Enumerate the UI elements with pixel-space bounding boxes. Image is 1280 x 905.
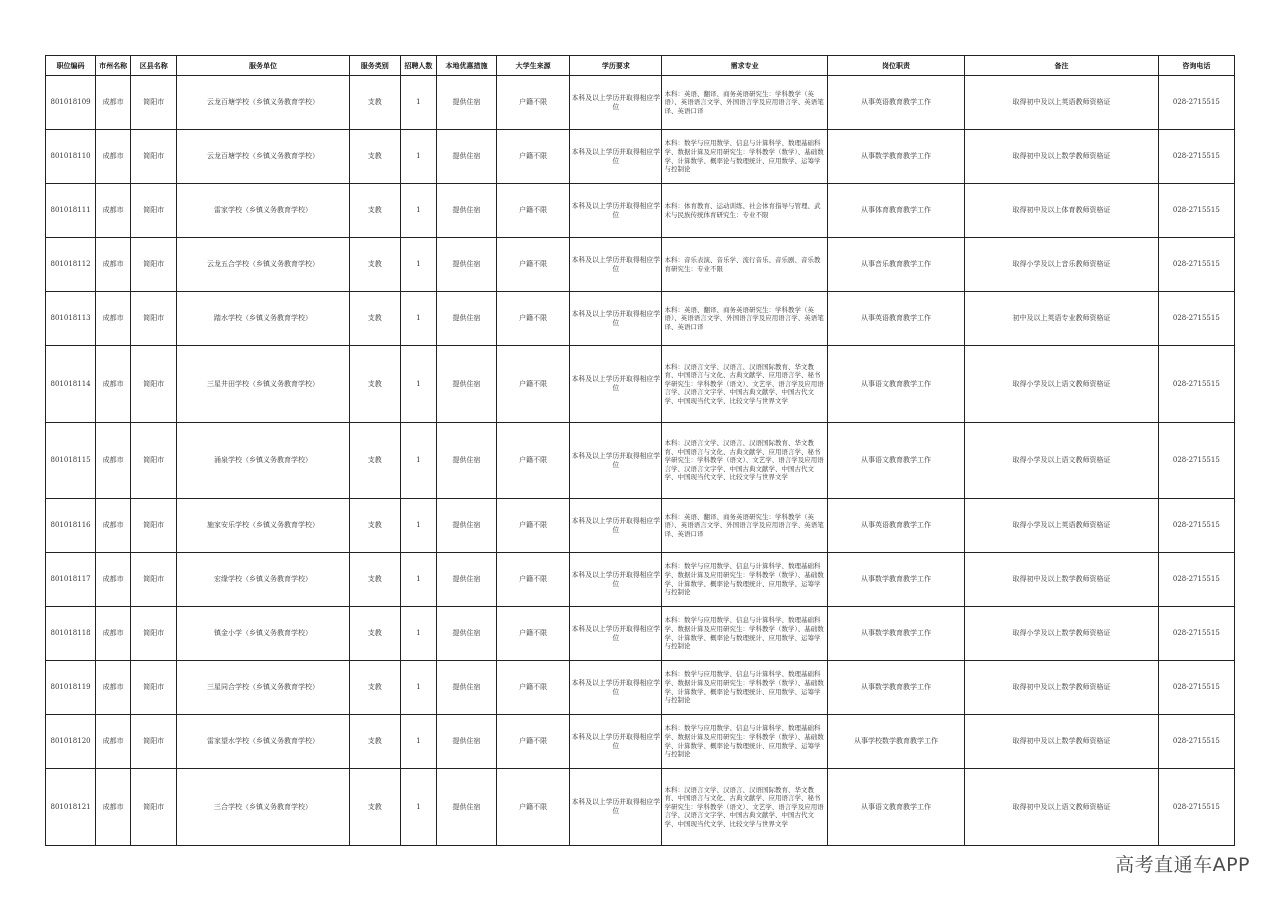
cell-benefit: 提供住宿 [436, 607, 496, 661]
cell-count: 1 [400, 423, 436, 499]
cell-benefit: 提供住宿 [436, 292, 496, 346]
cell-county: 简阳市 [131, 607, 177, 661]
cell-benefit: 提供住宿 [436, 346, 496, 423]
cell-code: 801018112 [46, 238, 96, 292]
cell-phone: 028-2715515 [1158, 346, 1234, 423]
cell-city: 成都市 [96, 76, 131, 130]
cell-major: 本科：数学与应用数学、信息与计算科学、数理基础科学、数据计算及应用研究生：学科教学（数学）、基础数学、计算数学、概率论与数理统计、应用数学、运筹学与控制论 [662, 715, 827, 769]
cell-duty: 从事语文教育教学工作 [827, 769, 964, 846]
table-row [46, 184, 1235, 238]
cell-education: 本科及以上学历并取得相应学位 [570, 769, 662, 846]
cell-duty: 从事数学教育教学工作 [827, 553, 964, 607]
cell-count: 1 [400, 661, 436, 715]
cell-duty: 从事体育教育教学工作 [827, 184, 964, 238]
cell-category: 支教 [349, 184, 400, 238]
cell-city: 成都市 [96, 661, 131, 715]
cell-unit: 施家安乐学校（乡镇义务教育学校） [177, 499, 349, 553]
header-unit: 服务单位 [177, 56, 349, 76]
cell-source: 户籍不限 [497, 769, 570, 846]
table-row [46, 553, 1235, 607]
cell-unit: 雷家学校（乡镇义务教育学校） [177, 184, 349, 238]
cell-major: 本科：数学与应用数学、信息与计算科学、数理基础科学、数据计算及应用研究生：学科教学（数学）、基础数学、计算数学、概率论与数理统计、应用数学、运筹学与控制论 [662, 661, 827, 715]
cell-unit: 涌泉学校（乡镇义务教育学校） [177, 423, 349, 499]
table-row [46, 607, 1235, 661]
cell-city: 成都市 [96, 184, 131, 238]
cell-category: 支教 [349, 499, 400, 553]
cell-count: 1 [400, 130, 436, 184]
cell-duty: 从事英语教育教学工作 [827, 76, 964, 130]
cell-source: 户籍不限 [497, 184, 570, 238]
cell-education: 本科及以上学历并取得相应学位 [570, 346, 662, 423]
cell-code: 801018120 [46, 715, 96, 769]
cell-major: 本科：数学与应用数学、信息与计算科学、数理基础科学、数据计算及应用研究生：学科教学（数学）、基础数学、计算数学、概率论与数理统计、应用数学、运筹学与控制论 [662, 553, 827, 607]
header-city: 市州名称 [96, 56, 131, 76]
cell-county: 简阳市 [131, 238, 177, 292]
cell-duty: 从事音乐教育教学工作 [827, 238, 964, 292]
cell-note: 取得小学及以上音乐教师资格证 [965, 238, 1158, 292]
cell-unit: 镇金小学（乡镇义务教育学校） [177, 607, 349, 661]
cell-unit: 三星同合学校（乡镇义务教育学校） [177, 661, 349, 715]
cell-code: 801018121 [46, 769, 96, 846]
cell-benefit: 提供住宿 [436, 553, 496, 607]
cell-note: 取得初中及以上数学教师资格证 [965, 130, 1158, 184]
cell-city: 成都市 [96, 715, 131, 769]
watermark-text: 高考直通车APP [1115, 854, 1250, 876]
cell-note: 取得小学及以上数学教师资格证 [965, 607, 1158, 661]
cell-source: 户籍不限 [497, 607, 570, 661]
table-row [46, 423, 1235, 499]
cell-benefit: 提供住宿 [436, 130, 496, 184]
cell-county: 简阳市 [131, 76, 177, 130]
cell-county: 简阳市 [131, 553, 177, 607]
cell-code: 801018115 [46, 423, 96, 499]
cell-city: 成都市 [96, 238, 131, 292]
cell-source: 户籍不限 [497, 346, 570, 423]
recruitment-table [45, 55, 1235, 846]
cell-unit: 云龙五合学校（乡镇义务教育学校） [177, 238, 349, 292]
cell-note: 取得初中及以上数学教师资格证 [965, 553, 1158, 607]
header-major: 需求专业 [662, 56, 827, 76]
cell-education: 本科及以上学历并取得相应学位 [570, 423, 662, 499]
cell-major: 本科：汉语言文学、汉语言、汉语国际教育、华文教育、中国语言与文化、古典文献学、应用语言学、秘书学研究生：学科教学（语文）、文艺学、语言学及应用语言学、汉语言文字学、中国古典文献学、中国古代文学、中国现当代文学、比较文学与世界文学 [662, 423, 827, 499]
cell-education: 本科及以上学历并取得相应学位 [570, 238, 662, 292]
cell-phone: 028-2715515 [1158, 292, 1234, 346]
cell-code: 801018117 [46, 553, 96, 607]
cell-benefit: 提供住宿 [436, 238, 496, 292]
table-row [46, 499, 1235, 553]
cell-benefit: 提供住宿 [436, 76, 496, 130]
cell-note: 取得初中及以上数学教师资格证 [965, 715, 1158, 769]
cell-code: 801018114 [46, 346, 96, 423]
cell-benefit: 提供住宿 [436, 184, 496, 238]
cell-major: 本科：汉语言文学、汉语言、汉语国际教育、华文教育、中国语言与文化、古典文献学、应用语言学、秘书学研究生：学科教学（语文）、文艺学、语言学及应用语言学、汉语言文字学、中国古典文献学、中国古代文学、中国现当代文学、比较文学与世界文学 [662, 769, 827, 846]
cell-education: 本科及以上学历并取得相应学位 [570, 292, 662, 346]
cell-count: 1 [400, 292, 436, 346]
header-count: 招聘人数 [400, 56, 436, 76]
cell-note: 取得初中及以上语文教师资格证 [965, 769, 1158, 846]
cell-source: 户籍不限 [497, 423, 570, 499]
cell-county: 简阳市 [131, 130, 177, 184]
header-source: 大学生来源 [497, 56, 570, 76]
header-education: 学历要求 [570, 56, 662, 76]
cell-category: 支教 [349, 607, 400, 661]
cell-count: 1 [400, 607, 436, 661]
cell-county: 简阳市 [131, 292, 177, 346]
cell-education: 本科及以上学历并取得相应学位 [570, 184, 662, 238]
cell-duty: 从事语文教育教学工作 [827, 423, 964, 499]
cell-phone: 028-2715515 [1158, 423, 1234, 499]
cell-source: 户籍不限 [497, 76, 570, 130]
cell-benefit: 提供住宿 [436, 769, 496, 846]
cell-note: 取得初中及以上数学教师资格证 [965, 661, 1158, 715]
cell-count: 1 [400, 499, 436, 553]
cell-code: 801018111 [46, 184, 96, 238]
cell-education: 本科及以上学历并取得相应学位 [570, 715, 662, 769]
cell-code: 801018118 [46, 607, 96, 661]
cell-category: 支教 [349, 292, 400, 346]
cell-source: 户籍不限 [497, 553, 570, 607]
cell-unit: 踏水学校（乡镇义务教育学校） [177, 292, 349, 346]
cell-city: 成都市 [96, 292, 131, 346]
cell-county: 简阳市 [131, 184, 177, 238]
header-duty: 岗位职责 [827, 56, 964, 76]
cell-phone: 028-2715515 [1158, 130, 1234, 184]
cell-category: 支教 [349, 76, 400, 130]
cell-education: 本科及以上学历并取得相应学位 [570, 499, 662, 553]
cell-major: 本科：体育教育、运动训练、社会体育指导与管理、武术与民族传统体育研究生：专业不限 [662, 184, 827, 238]
cell-count: 1 [400, 346, 436, 423]
table-row [46, 661, 1235, 715]
cell-duty: 从事数学教育教学工作 [827, 661, 964, 715]
cell-source: 户籍不限 [497, 292, 570, 346]
cell-city: 成都市 [96, 769, 131, 846]
cell-phone: 028-2715515 [1158, 499, 1234, 553]
table-row [46, 130, 1235, 184]
cell-unit: 三星井田学校（乡镇义务教育学校） [177, 346, 349, 423]
cell-phone: 028-2715515 [1158, 607, 1234, 661]
cell-count: 1 [400, 715, 436, 769]
cell-source: 户籍不限 [497, 130, 570, 184]
cell-city: 成都市 [96, 607, 131, 661]
cell-education: 本科及以上学历并取得相应学位 [570, 76, 662, 130]
cell-category: 支教 [349, 423, 400, 499]
cell-duty: 从事数学教育教学工作 [827, 130, 964, 184]
cell-code: 801018113 [46, 292, 96, 346]
cell-unit: 云龙百塘学校（乡镇义务教育学校） [177, 76, 349, 130]
cell-note: 取得初中及以上体育教师资格证 [965, 184, 1158, 238]
header-note: 备注 [965, 56, 1158, 76]
cell-county: 简阳市 [131, 769, 177, 846]
cell-unit: 三合学校（乡镇义务教育学校） [177, 769, 349, 846]
header-category: 服务类别 [349, 56, 400, 76]
cell-category: 支教 [349, 346, 400, 423]
header-phone: 咨询电话 [1158, 56, 1234, 76]
header-county: 区县名称 [131, 56, 177, 76]
cell-code: 801018116 [46, 499, 96, 553]
table-row [46, 715, 1235, 769]
cell-benefit: 提供住宿 [436, 661, 496, 715]
table-header-row [46, 56, 1235, 76]
cell-category: 支教 [349, 661, 400, 715]
cell-category: 支教 [349, 130, 400, 184]
cell-phone: 028-2715515 [1158, 661, 1234, 715]
cell-major: 本科：数学与应用数学、信息与计算科学、数理基础科学、数据计算及应用研究生：学科教学（数学）、基础数学、计算数学、概率论与数理统计、应用数学、运筹学与控制论 [662, 607, 827, 661]
cell-code: 801018109 [46, 76, 96, 130]
cell-benefit: 提供住宿 [436, 499, 496, 553]
cell-phone: 028-2715515 [1158, 769, 1234, 846]
table-row [46, 238, 1235, 292]
table-row [46, 76, 1235, 130]
cell-category: 支教 [349, 553, 400, 607]
cell-count: 1 [400, 238, 436, 292]
cell-major: 本科：音乐表演、音乐学、流行音乐、音乐剧、音乐教育研究生：专业不限 [662, 238, 827, 292]
cell-source: 户籍不限 [497, 238, 570, 292]
cell-city: 成都市 [96, 423, 131, 499]
cell-county: 简阳市 [131, 661, 177, 715]
cell-note: 取得小学及以上语文教师资格证 [965, 423, 1158, 499]
cell-county: 简阳市 [131, 346, 177, 423]
cell-education: 本科及以上学历并取得相应学位 [570, 130, 662, 184]
cell-note: 初中及以上英语专业教师资格证 [965, 292, 1158, 346]
cell-phone: 028-2715515 [1158, 553, 1234, 607]
table-row [46, 346, 1235, 423]
cell-count: 1 [400, 76, 436, 130]
cell-unit: 云龙百塘学校（乡镇义务教育学校） [177, 130, 349, 184]
header-benefit: 本地优惠措施 [436, 56, 496, 76]
cell-major: 本科：英语、翻译、商务英语研究生：学科教学（英语）、英语语言文学、外国语言学及应用语言学、英语笔译、英语口译 [662, 76, 827, 130]
cell-city: 成都市 [96, 130, 131, 184]
cell-category: 支教 [349, 238, 400, 292]
cell-education: 本科及以上学历并取得相应学位 [570, 607, 662, 661]
cell-unit: 雷家望水学校（乡镇义务教育学校） [177, 715, 349, 769]
cell-city: 成都市 [96, 499, 131, 553]
cell-unit: 宏缘学校（乡镇义务教育学校） [177, 553, 349, 607]
cell-education: 本科及以上学历并取得相应学位 [570, 553, 662, 607]
table-row [46, 769, 1235, 846]
table-row [46, 292, 1235, 346]
cell-code: 801018119 [46, 661, 96, 715]
cell-benefit: 提供住宿 [436, 423, 496, 499]
cell-source: 户籍不限 [497, 499, 570, 553]
cell-city: 成都市 [96, 553, 131, 607]
cell-category: 支教 [349, 715, 400, 769]
cell-major: 本科：英语、翻译、商务英语研究生：学科教学（英语）、英语语言文学、外国语言学及应用语言学、英语笔译、英语口译 [662, 499, 827, 553]
cell-duty: 从事数学教育教学工作 [827, 607, 964, 661]
cell-source: 户籍不限 [497, 661, 570, 715]
cell-category: 支教 [349, 769, 400, 846]
cell-count: 1 [400, 553, 436, 607]
cell-major: 本科：英语、翻译、商务英语研究生：学科教学（英语）、英语语言文学、外国语言学及应用语言学、英语笔译、英语口译 [662, 292, 827, 346]
cell-major: 本科：数学与应用数学、信息与计算科学、数理基础科学、数据计算及应用研究生：学科教学（数学）、基础数学、计算数学、概率论与数理统计、应用数学、运筹学与控制论 [662, 130, 827, 184]
cell-duty: 从事英语教育教学工作 [827, 292, 964, 346]
cell-note: 取得小学及以上英语教师资格证 [965, 499, 1158, 553]
cell-education: 本科及以上学历并取得相应学位 [570, 661, 662, 715]
cell-source: 户籍不限 [497, 715, 570, 769]
cell-city: 成都市 [96, 346, 131, 423]
cell-county: 简阳市 [131, 499, 177, 553]
cell-note: 取得初中及以上英语教师资格证 [965, 76, 1158, 130]
cell-duty: 从事学校数学教育教学工作 [827, 715, 964, 769]
cell-count: 1 [400, 769, 436, 846]
cell-benefit: 提供住宿 [436, 715, 496, 769]
cell-major: 本科：汉语言文学、汉语言、汉语国际教育、华文教育、中国语言与文化、古典文献学、应用语言学、秘书学研究生：学科教学（语文）、文艺学、语言学及应用语言学、汉语言文字学、中国古典文献学、中国古代文学、中国现当代文学、比较文学与世界文学 [662, 346, 827, 423]
cell-duty: 从事语文教育教学工作 [827, 346, 964, 423]
cell-count: 1 [400, 184, 436, 238]
cell-phone: 028-2715515 [1158, 76, 1234, 130]
cell-code: 801018110 [46, 130, 96, 184]
cell-phone: 028-2715515 [1158, 715, 1234, 769]
cell-phone: 028-2715515 [1158, 238, 1234, 292]
header-code: 职位编码 [46, 56, 96, 76]
cell-county: 简阳市 [131, 423, 177, 499]
cell-note: 取得小学及以上语文教师资格证 [965, 346, 1158, 423]
cell-phone: 028-2715515 [1158, 184, 1234, 238]
cell-county: 简阳市 [131, 715, 177, 769]
cell-duty: 从事英语教育教学工作 [827, 499, 964, 553]
